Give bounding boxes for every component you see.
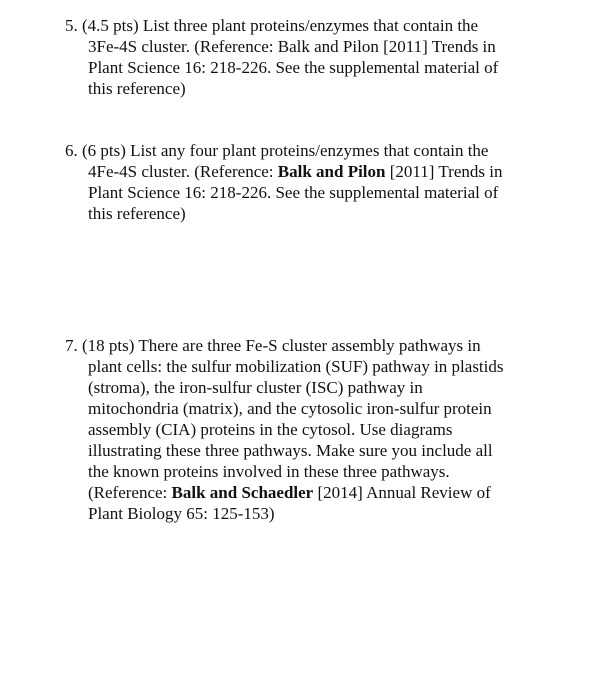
question-6-reference-prefix: 4Fe-4S cluster. (Reference: bbox=[88, 162, 278, 181]
question-7-line-6: illustrating these three pathways. Make sure you include all bbox=[88, 441, 493, 460]
question-7-line-2: plant cells: the sulfur mobilization (SUF) pathway in plastids bbox=[88, 357, 504, 376]
question-7-line-7: the known proteins involved in these three pathways. bbox=[88, 462, 450, 481]
question-7-line-5: assembly (CIA) proteins in the cytosol. Use diagrams bbox=[88, 420, 453, 439]
question-7-line-9: Plant Biology 65: 125-153) bbox=[88, 504, 275, 523]
question-7-reference-prefix: (Reference: bbox=[88, 483, 172, 502]
question-6-reference-suffix: [2011] Trends in bbox=[385, 162, 503, 181]
question-6-reference-authors: Balk and Pilon bbox=[277, 162, 386, 181]
question-7-line-1: 7. (18 pts) There are three Fe-S cluster assembly pathways in bbox=[65, 336, 481, 355]
question-6-line-2 bbox=[65, 161, 585, 182]
question-7-reference-authors: Balk and Schaedler bbox=[171, 483, 314, 502]
question-7-line-4: mitochondria (matrix), and the cytosolic iron-sulfur protein bbox=[88, 399, 492, 418]
question-5-line-1: 5. (4.5 pts) List three plant proteins/enzymes that contain the bbox=[65, 16, 479, 35]
question-6-line-1: 6. (6 pts) List any four plant proteins/enzymes that contain the bbox=[65, 141, 489, 160]
question-7-reference-suffix: [2014] Annual Review of bbox=[313, 483, 491, 502]
question-6-line-4: this reference) bbox=[88, 204, 186, 223]
question-5-line-4: this reference) bbox=[88, 79, 186, 98]
question-7-line-8 bbox=[65, 482, 585, 503]
question-5 bbox=[65, 15, 585, 99]
question-5-line-2: 3Fe-4S cluster. (Reference: Balk and Pilon [2011] Trends in bbox=[88, 37, 496, 56]
question-7 bbox=[65, 335, 585, 524]
question-6 bbox=[65, 140, 585, 224]
question-6-line-3: Plant Science 16: 218-226. See the supplemental material of bbox=[88, 183, 499, 202]
question-7-line-3: (stroma), the iron-sulfur cluster (ISC) pathway in bbox=[88, 378, 423, 397]
question-5-line-3: Plant Science 16: 218-226. See the supplemental material of bbox=[88, 58, 499, 77]
